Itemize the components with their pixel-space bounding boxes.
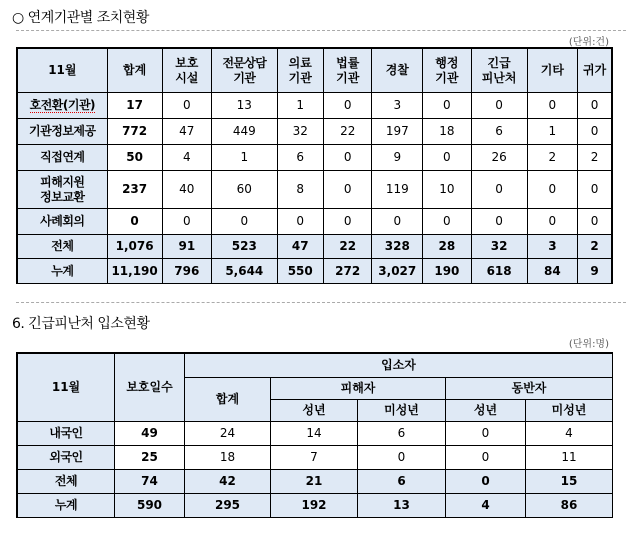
table-cell: 192 (271, 494, 358, 518)
table-cell: 590 (115, 494, 185, 518)
section2-unit: (단위:명) (568, 339, 609, 350)
table-cell: 2 (578, 145, 612, 171)
table-cell: 6 (277, 145, 323, 171)
table-cell: 3 (527, 235, 578, 259)
table-cell: 237 (107, 171, 162, 209)
section1-unit: (단위:건) (568, 37, 609, 48)
table-cell: 4 (446, 494, 526, 518)
table-cell: 0 (527, 209, 578, 235)
row-label (18, 259, 108, 284)
table-cell: 6 (471, 119, 527, 145)
table-cell: 21 (271, 470, 358, 494)
table-cell: 0 (372, 209, 423, 235)
shelter-admission-table (17, 353, 613, 518)
table-cell: 119 (372, 171, 423, 209)
table-cell: 0 (446, 470, 526, 494)
table-cell: 6 (358, 470, 446, 494)
row-label-text: 직접연계 (40, 150, 85, 164)
table-row (18, 209, 612, 235)
table-cell: 0 (323, 209, 372, 235)
shelter-table-frame (16, 352, 613, 518)
table-cell: 295 (185, 494, 271, 518)
table-cell: 449 (212, 119, 277, 145)
table-cell: 40 (162, 171, 212, 209)
table-cell: 11,190 (107, 259, 162, 284)
table-cell: 60 (212, 171, 277, 209)
table-cell: 18 (423, 119, 472, 145)
row-label: 전체 (18, 470, 115, 494)
table-cell: 7 (271, 446, 358, 470)
table-cell: 0 (527, 93, 578, 119)
table-cell: 13 (358, 494, 446, 518)
header-cell: 행정 기관 (423, 49, 472, 93)
table-row (18, 171, 612, 209)
table-cell: 32 (471, 235, 527, 259)
divider (16, 302, 626, 303)
table-cell: 618 (471, 259, 527, 284)
row-label-text: 전체 (51, 239, 74, 253)
header-cell: 합계 (107, 49, 162, 93)
table-cell: 0 (162, 93, 212, 119)
table-cell: 0 (358, 446, 446, 470)
table-cell: 25 (115, 446, 185, 470)
row-label: 내국인 (18, 422, 115, 446)
table-cell: 6 (358, 422, 446, 446)
table-cell: 0 (446, 422, 526, 446)
table-cell: 0 (212, 209, 277, 235)
header-total: 합계 (185, 378, 271, 422)
table-row (18, 422, 613, 446)
header-cell: 귀가 (578, 49, 612, 93)
table-cell: 197 (372, 119, 423, 145)
table-cell: 91 (162, 235, 212, 259)
table-cell: 272 (323, 259, 372, 284)
table-cell: 17 (107, 93, 162, 119)
row-label-text: 기관정보제공 (29, 124, 96, 138)
table-cell: 0 (471, 93, 527, 119)
header-cell: 긴급 피난처 (471, 49, 527, 93)
table-cell: 13 (212, 93, 277, 119)
table-cell: 0 (471, 209, 527, 235)
table-row (18, 470, 613, 494)
row-label (18, 93, 108, 119)
table-cell: 86 (526, 494, 613, 518)
table-cell: 0 (471, 171, 527, 209)
referral-action-table (17, 48, 612, 284)
table-cell: 772 (107, 119, 162, 145)
table-cell: 4 (526, 422, 613, 446)
table-header-row (18, 49, 612, 93)
table-row (18, 145, 612, 171)
divider (16, 30, 626, 31)
header-cell: 법률 기관 (323, 49, 372, 93)
table-cell: 8 (277, 171, 323, 209)
table-cell: 42 (185, 470, 271, 494)
table-cell: 4 (162, 145, 212, 171)
row-label-text: 누계 (51, 263, 74, 278)
row-label (18, 145, 108, 171)
table-cell: 0 (446, 446, 526, 470)
table-cell: 47 (162, 119, 212, 145)
table-cell: 2 (527, 145, 578, 171)
table-header-row (18, 354, 613, 378)
header-protection-days: 보호일수 (115, 354, 185, 422)
table-cell: 50 (107, 145, 162, 171)
section1-title-row (12, 7, 149, 27)
table-cell: 10 (423, 171, 472, 209)
header-companion: 동반자 (446, 378, 613, 400)
table-cell: 26 (471, 145, 527, 171)
table-row (18, 259, 612, 284)
table-cell: 47 (277, 235, 323, 259)
table-cell: 2 (578, 235, 612, 259)
header-victim-adult: 성년 (271, 400, 358, 422)
circle-bullet-icon: ○ (12, 10, 24, 26)
header-cell: 전문상담 기관 (212, 49, 277, 93)
header-cell: 의료 기관 (277, 49, 323, 93)
header-cell: 보호 시설 (162, 49, 212, 93)
table-cell: 550 (277, 259, 323, 284)
table-cell: 0 (527, 171, 578, 209)
table-cell: 24 (185, 422, 271, 446)
header-victim-minor: 미성년 (358, 400, 446, 422)
table-cell: 0 (578, 209, 612, 235)
table-cell: 0 (323, 93, 372, 119)
table-cell: 190 (423, 259, 472, 284)
table-cell: 15 (526, 470, 613, 494)
table-cell: 0 (162, 209, 212, 235)
table-cell: 3 (372, 93, 423, 119)
table-cell: 0 (578, 93, 612, 119)
row-label (18, 209, 108, 235)
header-companion-minor: 미성년 (526, 400, 613, 422)
table-cell: 328 (372, 235, 423, 259)
row-label: 누계 (18, 494, 115, 518)
row-label (18, 235, 108, 259)
table-cell: 0 (107, 209, 162, 235)
table-cell: 84 (527, 259, 578, 284)
header-month: 11월 (18, 354, 115, 422)
table-cell: 0 (578, 171, 612, 209)
table-cell: 14 (271, 422, 358, 446)
table-cell: 32 (277, 119, 323, 145)
table-cell: 0 (423, 209, 472, 235)
table-cell: 22 (323, 235, 372, 259)
table-cell: 523 (212, 235, 277, 259)
table-cell: 9 (578, 259, 612, 284)
table-cell: 1 (212, 145, 277, 171)
row-label: 외국인 (18, 446, 115, 470)
header-companion-adult: 성년 (446, 400, 526, 422)
table-cell: 3,027 (372, 259, 423, 284)
row-label-text: 사례회의 (40, 214, 85, 228)
table-cell: 0 (323, 171, 372, 209)
header-admitted: 입소자 (185, 354, 613, 378)
header-cell: 경찰 (372, 49, 423, 93)
header-cell: 11월 (18, 49, 108, 93)
table-cell: 1 (527, 119, 578, 145)
header-victim: 피해자 (271, 378, 446, 400)
row-label-text: 피해지원 정보교환 (40, 174, 85, 204)
table-cell: 1,076 (107, 235, 162, 259)
header-cell: 기타 (527, 49, 578, 93)
table-cell: 1 (277, 93, 323, 119)
table-cell: 0 (277, 209, 323, 235)
table-cell: 0 (323, 145, 372, 171)
table-row (18, 119, 612, 145)
table-cell: 49 (115, 422, 185, 446)
table-row (18, 235, 612, 259)
section1-title: 연계기관별 조치현황 (27, 10, 149, 26)
table-cell: 0 (423, 93, 472, 119)
section2-title: 6. 긴급피난처 입소현황 (12, 316, 150, 332)
table-cell: 28 (423, 235, 472, 259)
referral-table-frame (16, 47, 613, 284)
table-cell: 9 (372, 145, 423, 171)
table-cell: 22 (323, 119, 372, 145)
table-cell: 11 (526, 446, 613, 470)
table-cell: 0 (423, 145, 472, 171)
row-label (18, 119, 108, 145)
table-row (18, 93, 612, 119)
table-row (18, 494, 613, 518)
table-cell: 74 (115, 470, 185, 494)
table-cell: 796 (162, 259, 212, 284)
row-label-text: 호전환(기관) (29, 98, 96, 112)
table-cell: 5,644 (212, 259, 277, 284)
table-cell: 0 (578, 119, 612, 145)
table-cell: 18 (185, 446, 271, 470)
row-label (18, 171, 108, 209)
table-row (18, 446, 613, 470)
